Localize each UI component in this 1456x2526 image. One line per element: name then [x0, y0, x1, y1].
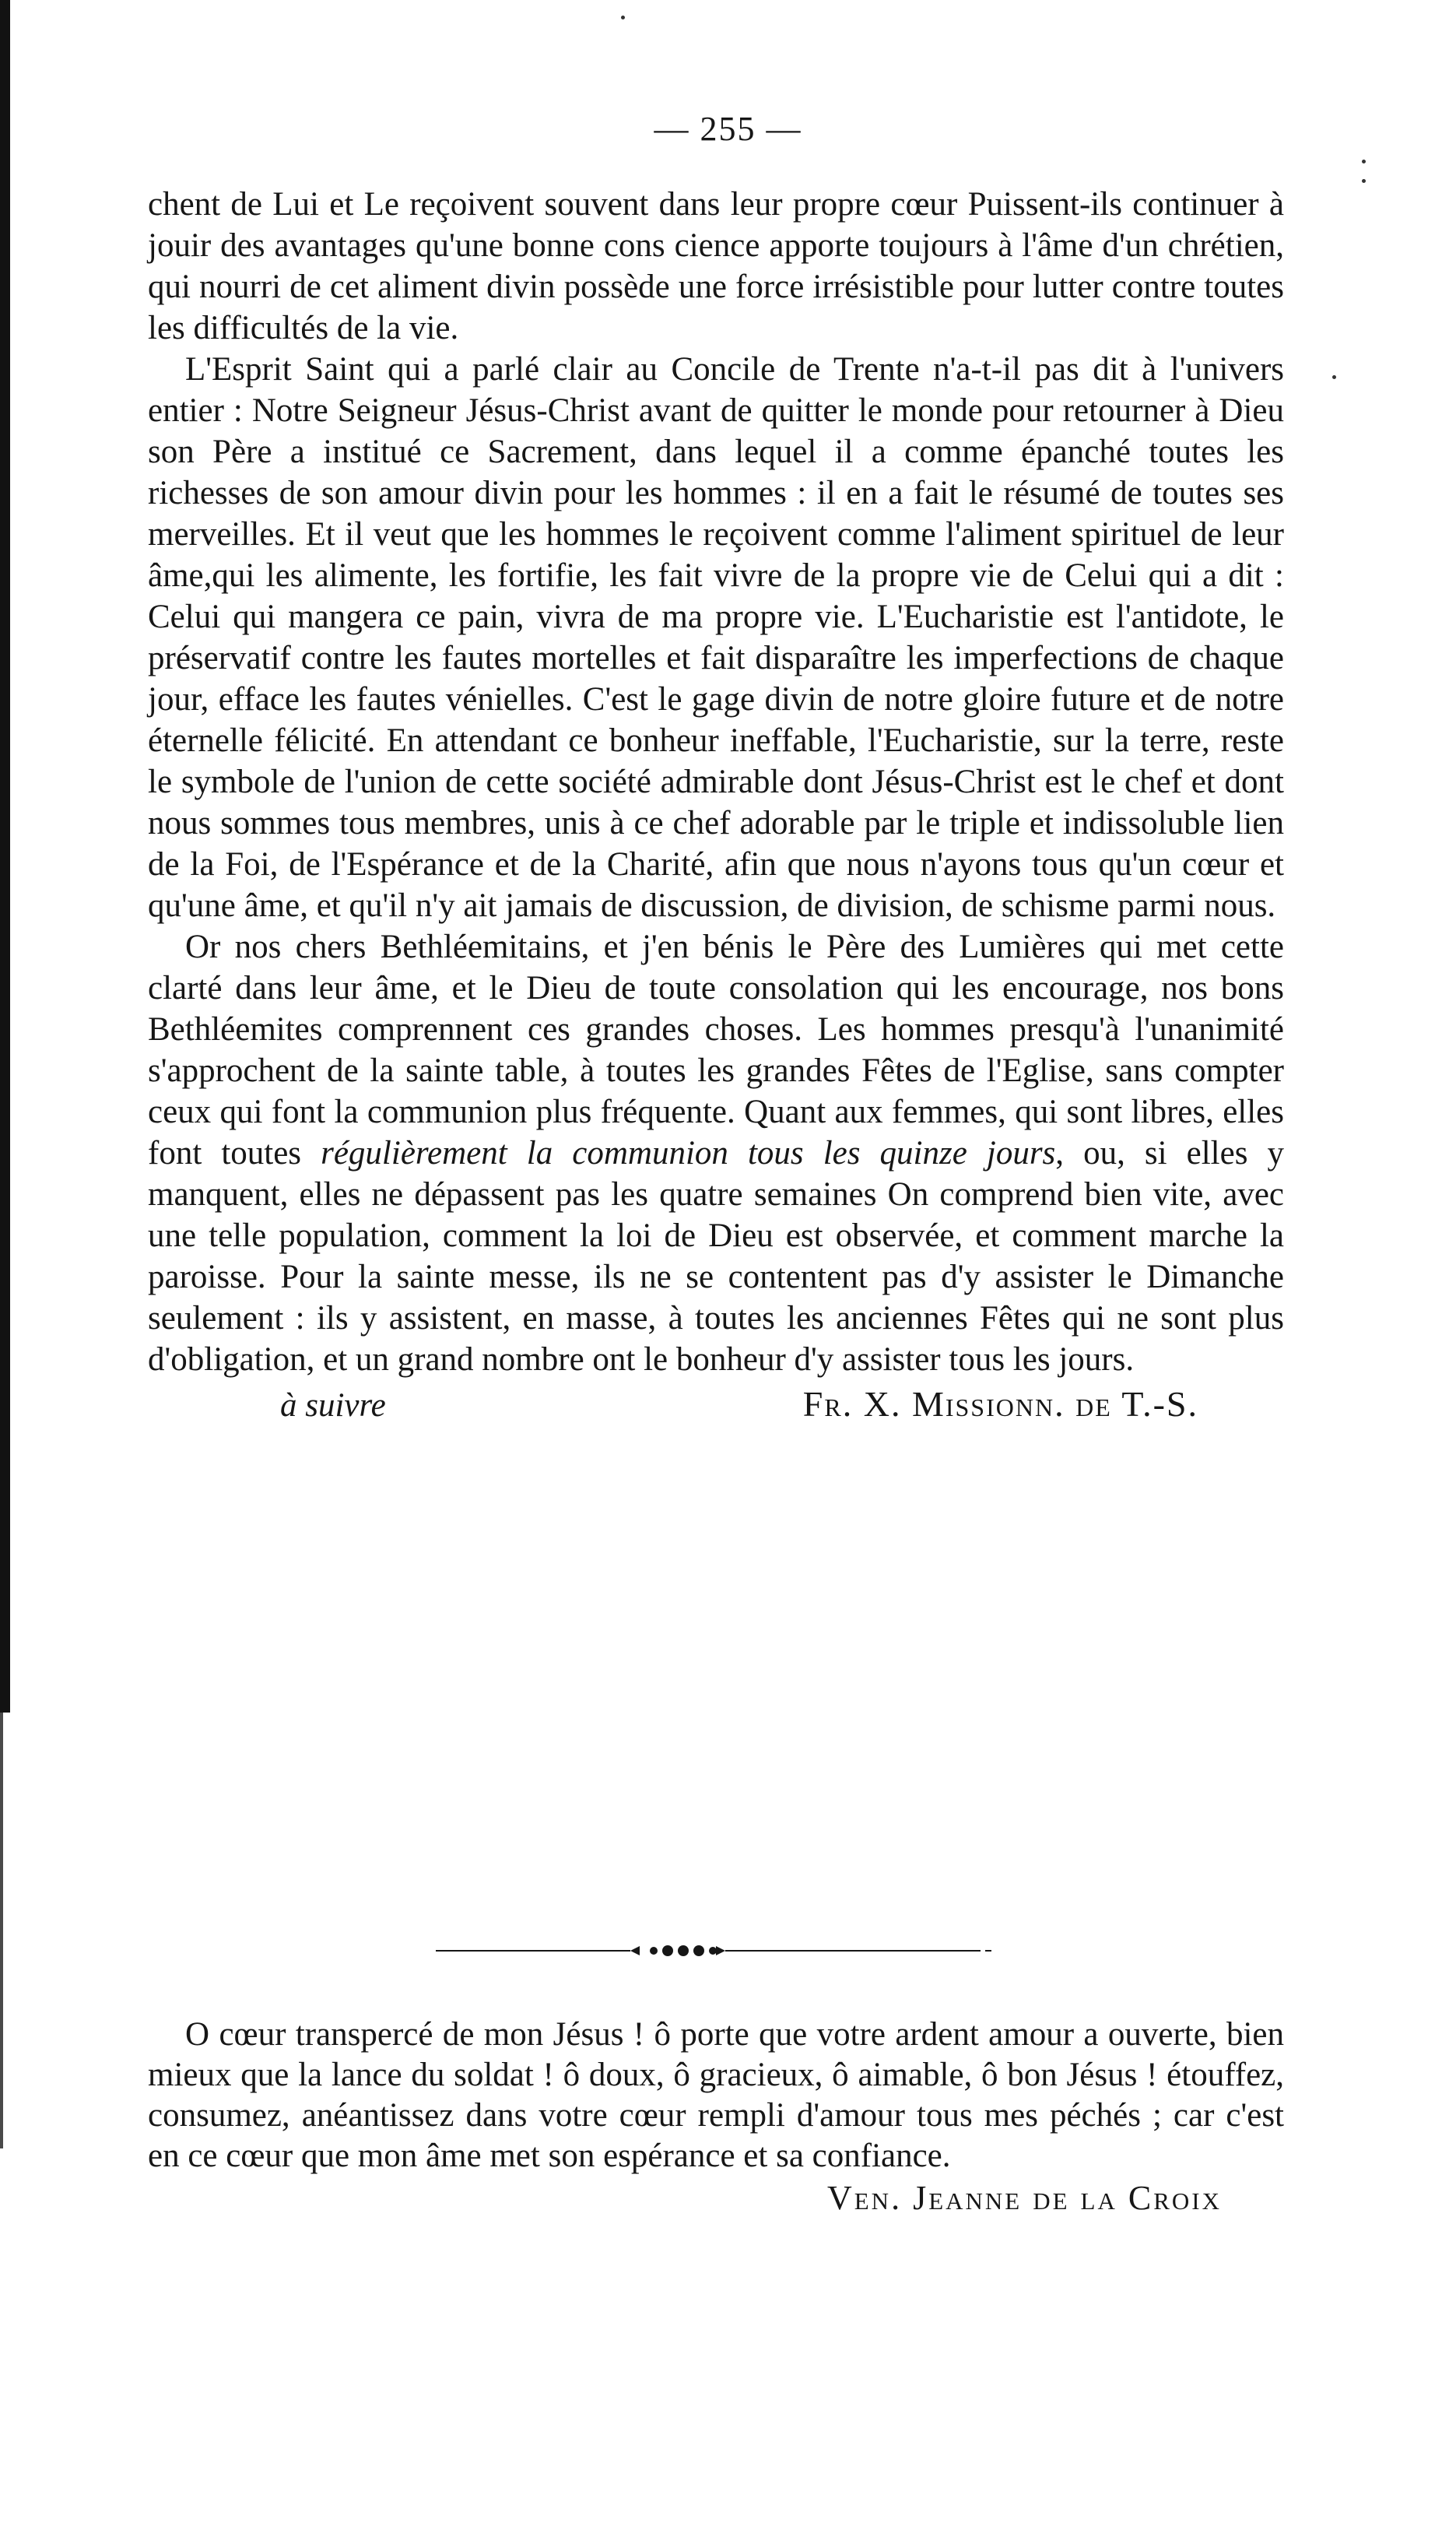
- print-speck: [1332, 375, 1336, 379]
- paragraph-1: chent de Lui et Le reçoivent souvent dans leur propre cœur Puissent-ils continuer à jouir des avantages qu'une bonne cons cience apporte toujours à l'âme d'un chrétien, qui nourri de cet aliment divin possède une force irrésistible pour lutter contre toutes les difficultés de la vie.: [148, 186, 1284, 346]
- print-speck: [1362, 179, 1366, 183]
- paragraph-3: [148, 926, 1284, 1380]
- devotional-quote: [148, 2015, 1284, 2220]
- print-speck: [1362, 160, 1366, 163]
- paragraph-2: L'Esprit Saint qui a parlé clair au Concile de Trente n'a-t-il pas dit à l'univers entier : Notre Seigneur Jésus-Christ avant de quitter le monde pour retourner à Dieu son Père a institué ce Sacrement, dans lequel il a comme épanché toutes les richesses de son amour divin pour les hommes : il en a fait le résumé de toutes ses merveilles. Et il veut que les hommes le reçoivent comme l'aliment spirituel de leur âme,qui les alimente, les fortifie, les fait vivre de la propre vie de Celui qui a dit : Celui qui mangera ce pain, vivra de ma propre vie. L'Eucharistie est l'antidote, le préservatif contre les fautes mortelles et fait disparaître les imperfections de chaque jour, efface les fautes vénielles. C'est le gage divin de notre gloire future et de notre éternelle félicité. En attendant ce bonheur ineffable, l'Eucharistie, sur la terre, reste le symbole de l'union de cette société admirable dont Jésus-Christ est le chef et dont nous sommes tous membres, unis à ce chef adorable par le triple et indissoluble lien de la Foi, de l'Espérance et de la Charité, afin que nous n'ayons tous qu'un cœur et qu'une âme, et qu'il n'y ait jamais de discussion, de division, de schisme parmi nous.: [148, 351, 1284, 924]
- page-binding-shadow: [0, 1713, 3, 2148]
- print-speck: [621, 16, 625, 19]
- page-number: — 255 —: [654, 110, 802, 148]
- section-divider-ornament: [436, 1941, 996, 1960]
- paragraph-3-italic-phrase: régulièrement la communion tous les quinze jours: [321, 1135, 1056, 1172]
- quote-text: O cœur transpercé de mon Jésus ! ô porte que votre ardent amour a ouverte, bien mieux que la lance du soldat ! ô doux, ô gracieux, ô aimable, ô bon Jésus ! étouffez, consumez, anéantissez dans votre cœur rempli d'amour tous mes péchés ; car c'est en ce cœur que mon âme met son espérance et sa confiance.: [148, 2016, 1284, 2174]
- page-binding-edge: [0, 0, 10, 1713]
- article-author: Fr. X. Missionn. de T.-S.: [802, 1384, 1198, 1424]
- to-be-continued-label: à suivre: [280, 1387, 386, 1424]
- quote-author: Ven. Jeanne de la Croix: [826, 2179, 1222, 2217]
- paragraph-3-text-start: Or nos chers Bethléemitains, et j'en bénis le Père des Lumières qui met cette clarté dans leur âme, et le Dieu de toute consolation qui les encourage, nos bons Bethléemites comprennent ces grandes choses. Les hommes presqu'à l'unanimité s'approchent de la sainte table, à toutes les grandes Fêtes de l'Eglise, sans compter ceux qui font la communion plus fréquente. Quant aux femmes, qui sont libres, elles font toutes: [148, 929, 1284, 1172]
- article-signature-line: [148, 1382, 1284, 1428]
- paragraph-3-text-end: , ou, si elles y manquent, elles ne dépassent pas les quatre semaines On comprend bien vite, avec une telle population, comment la loi de Dieu est observée, et comment marche la paroisse. Pour la sainte messe, ils ne se contentent pas d'y assister le Dimanche seulement : ils y assistent, en masse, à toutes les anciennes Fêtes qui ne sont plus d'obligation, et un grand nombre ont le bonheur d'y assister tous les jours.: [148, 1135, 1284, 1378]
- article-body: [148, 184, 1284, 1428]
